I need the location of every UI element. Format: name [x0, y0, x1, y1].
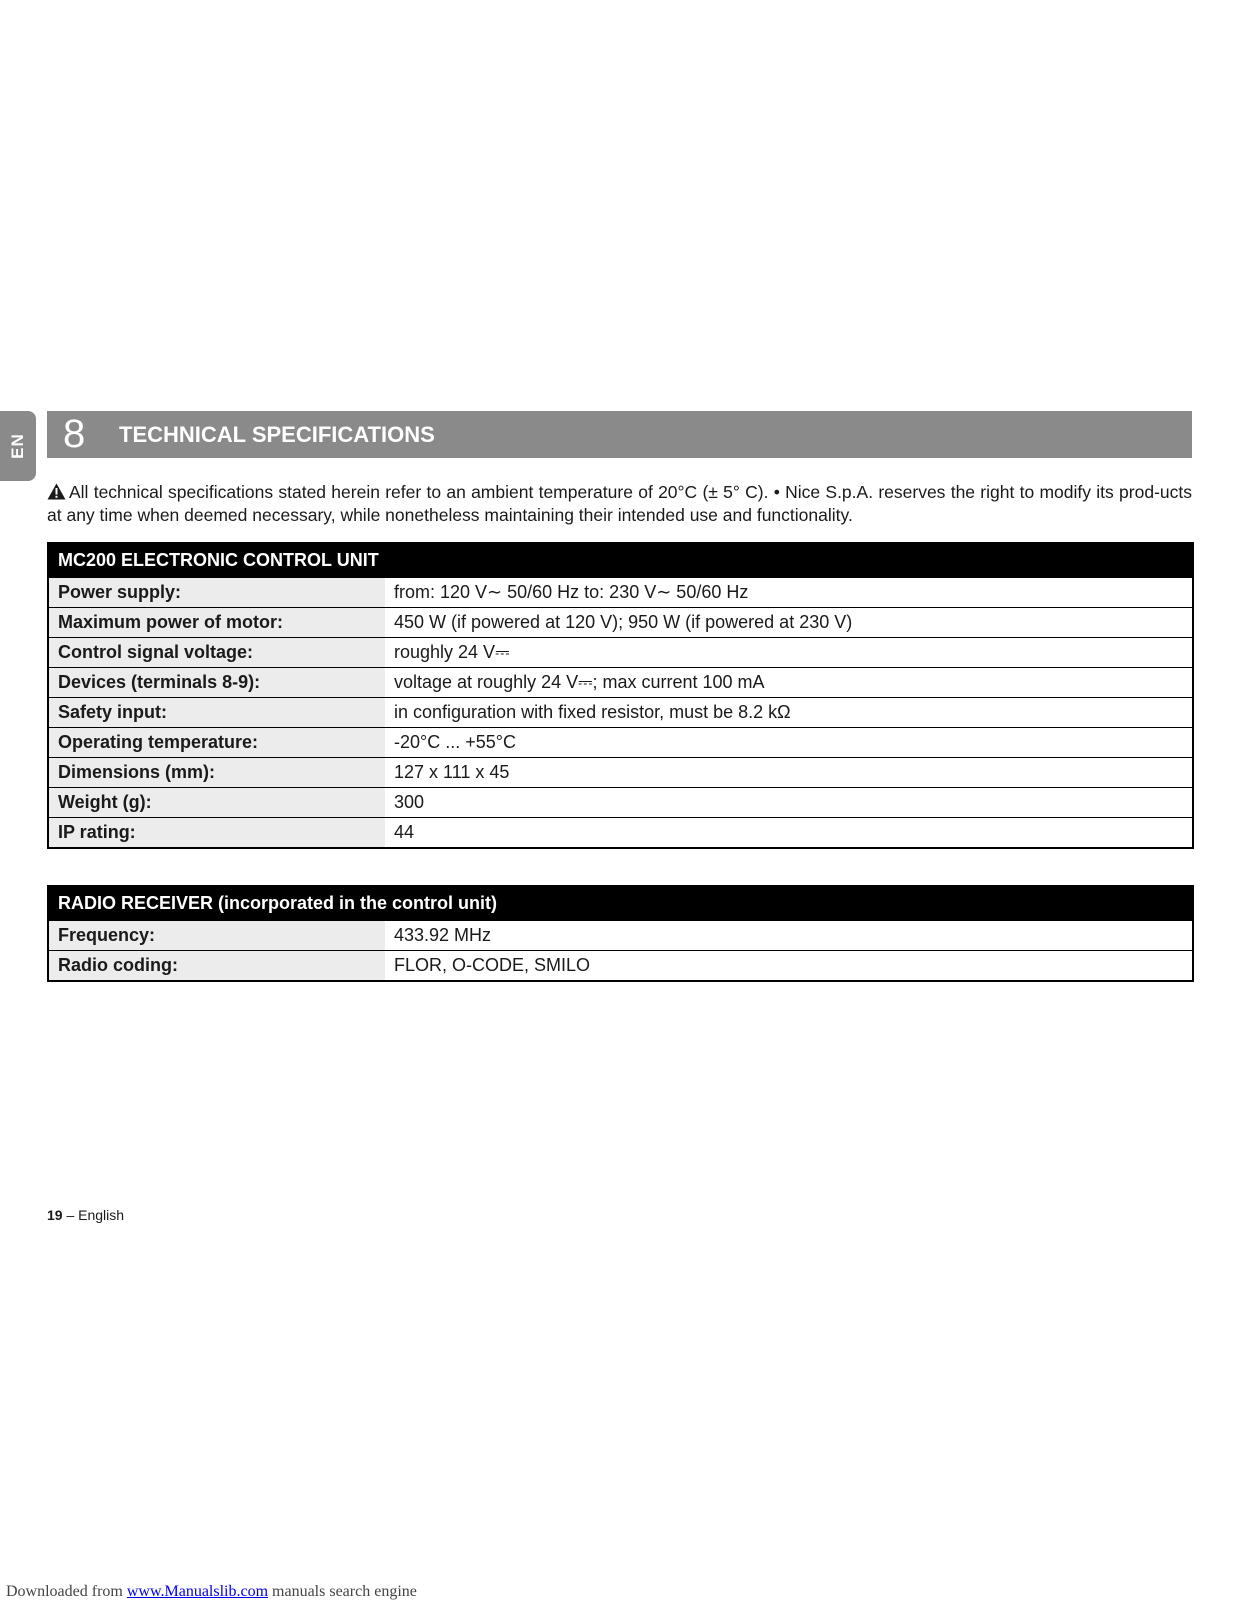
download-watermark [6, 1583, 417, 1601]
spec-value: FLOR, O-CODE, SMILO [385, 951, 1193, 982]
table-row [48, 818, 1193, 849]
spec-value: 433.92 MHz [385, 920, 1193, 951]
table-title: RADIO RECEIVER (incorporated in the control unit) [48, 886, 1193, 920]
table-row [48, 788, 1193, 818]
spec-value: -20°C ... +55°C [385, 728, 1193, 758]
table-row [48, 577, 1193, 608]
spec-value: in configuration with fixed resistor, must be 8.2 kΩ [385, 698, 1193, 728]
spec-value: 450 W (if powered at 120 V); 950 W (if powered at 230 V) [385, 608, 1193, 638]
spec-value: from: 120 V∼ 50/60 Hz to: 230 V∼ 50/60 Hz [385, 577, 1193, 608]
table-row [48, 668, 1193, 698]
table-row [48, 698, 1193, 728]
spec-key: Operating temperature: [48, 728, 385, 758]
page-footer [47, 1207, 124, 1223]
table-row [48, 728, 1193, 758]
spec-value: 44 [385, 818, 1193, 849]
watermark-prefix: Downloaded from [6, 1583, 123, 1600]
watermark-suffix: manuals search engine [272, 1583, 417, 1600]
section-title: TECHNICAL SPECIFICATIONS [119, 422, 435, 447]
language-tab [0, 411, 36, 481]
control-unit-spec-table [47, 542, 1194, 849]
radio-receiver-spec-table [47, 885, 1194, 982]
spec-value: 127 x 111 x 45 [385, 758, 1193, 788]
table-row [48, 638, 1193, 668]
spec-key: Devices (terminals 8-9): [48, 668, 385, 698]
spec-key: IP rating: [48, 818, 385, 849]
table-row [48, 951, 1193, 982]
spec-key: Safety input: [48, 698, 385, 728]
section-number: 8 [63, 412, 86, 456]
intro-text: All technical specifications stated herein refer to an ambient temperature of 20°C (± 5° C). • Nice S.p.A. reserves the right to modify its prod-ucts at any time when deemed necessary, while nonetheless maintaining their intended use and functionality. [47, 482, 1192, 525]
table-row [48, 920, 1193, 951]
spec-value: voltage at roughly 24 V⎓; max current 100 mA [385, 668, 1193, 698]
manualslib-link[interactable]: www.Manualslib.com [126, 1583, 269, 1600]
intro-paragraph [47, 482, 1192, 526]
spec-value: roughly 24 V⎓ [385, 638, 1193, 668]
section-header [47, 411, 1192, 458]
spec-key: Maximum power of motor: [48, 608, 385, 638]
page-number: 19 [47, 1207, 63, 1223]
warning-triangle-icon [47, 483, 66, 505]
table-row [48, 608, 1193, 638]
spec-value: 300 [385, 788, 1193, 818]
language-tab-label: EN [8, 433, 27, 459]
spec-key: Dimensions (mm): [48, 758, 385, 788]
page-language: – English [66, 1207, 125, 1223]
spec-key: Frequency: [48, 920, 385, 951]
table-row [48, 758, 1193, 788]
spec-key: Weight (g): [48, 788, 385, 818]
spec-key: Radio coding: [48, 951, 385, 982]
spec-key: Control signal voltage: [48, 638, 385, 668]
spec-key: Power supply: [48, 577, 385, 608]
table-title: MC200 ELECTRONIC CONTROL UNIT [48, 543, 1193, 577]
